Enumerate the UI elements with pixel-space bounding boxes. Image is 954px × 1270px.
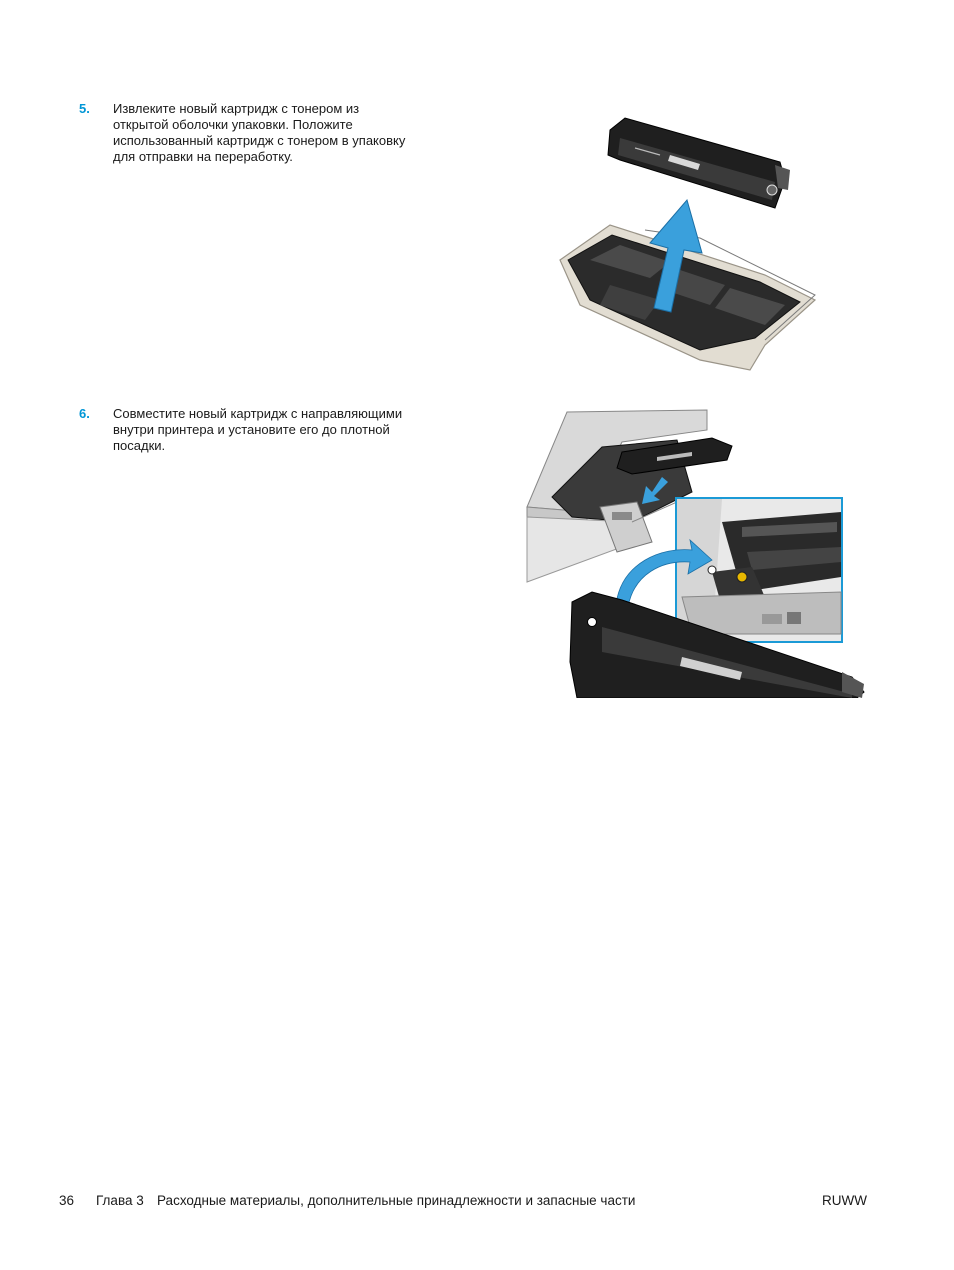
page-number: 36 [59, 1193, 75, 1208]
inset-detail [676, 498, 842, 642]
remove-cartridge-illustration [550, 110, 830, 380]
step-number: 5. [79, 101, 90, 116]
insert-cartridge-illustration [512, 402, 868, 698]
step-instruction: Извлеките новый картридж с тонером из открытой оболочки упаковки. Положите использованный картридж с тонером в упаковку для отправки на переработку. [113, 101, 406, 164]
toner-cartridge [608, 118, 790, 208]
step-number: 6. [79, 406, 90, 421]
chapter-title: Расходные материалы, дополнительные принадлежности и запасные части [157, 1193, 636, 1208]
step-instruction: Совместите новый картридж с направляющими внутри принтера и установите его до плотной посадки. [113, 406, 403, 453]
document-code: RUWW [822, 1193, 867, 1208]
chapter-label: Глава 3 [96, 1193, 144, 1208]
